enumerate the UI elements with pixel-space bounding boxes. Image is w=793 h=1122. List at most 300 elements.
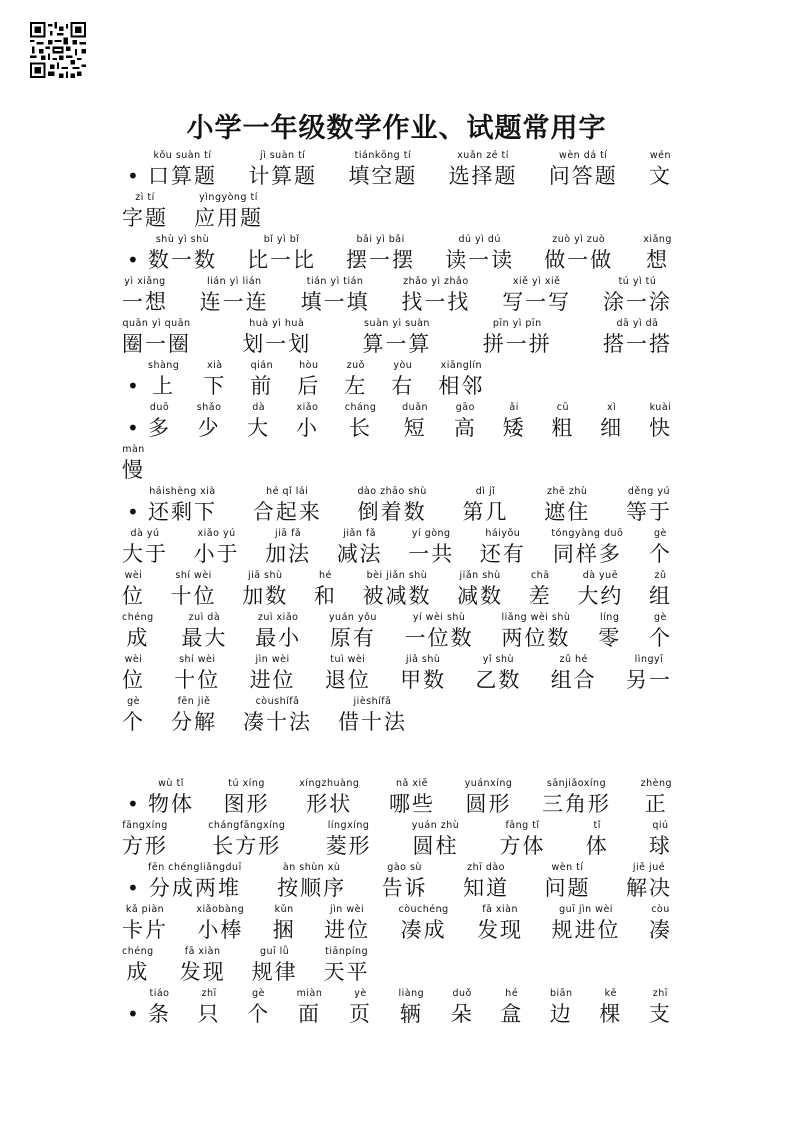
vocab-word: [391, 360, 414, 400]
pinyin-label: wèi: [124, 570, 143, 581]
pinyin-label: tiánkōng tí: [354, 150, 412, 161]
pinyin-label: liǎng wèi shù: [501, 612, 571, 623]
vocab-word: [598, 612, 621, 652]
pinyin-label: huà yì huà: [249, 318, 305, 329]
vocab-word: [122, 904, 168, 944]
vocab-word: [349, 988, 372, 1028]
vocab-word: [122, 612, 154, 652]
hanzi-text: 涂一涂: [602, 290, 672, 314]
hanzi-text: 写一写: [502, 290, 572, 314]
vocab-word: [345, 402, 377, 442]
pinyin-label: dà yú: [130, 528, 160, 539]
pinyin-label: zhī: [201, 988, 217, 999]
pinyin-label: jìn wèi: [330, 904, 365, 915]
vocab-word: [297, 988, 323, 1028]
hanzi-text: 面: [298, 1002, 322, 1026]
pinyin-label: líng: [600, 612, 620, 623]
vocab-word: [463, 862, 509, 902]
pinyin-label: tuì wèi: [330, 654, 366, 665]
hanzi-text: 组: [649, 584, 672, 608]
vocab-line: [122, 316, 672, 358]
pinyin-label: zhī: [652, 988, 668, 999]
hanzi-text: 圈一圈: [122, 332, 191, 356]
vocab-word: [148, 402, 171, 442]
hanzi-text: 分成两堆: [148, 876, 241, 900]
pinyin-label: wèn dá tí: [559, 150, 608, 161]
pinyin-label: yì xiǎng: [124, 276, 166, 287]
vocab-word: [148, 234, 217, 274]
vocab-word: [180, 946, 226, 986]
pinyin-label: miàn: [296, 988, 323, 999]
vocab-word: [389, 778, 435, 818]
pinyin-label: quān yì quān: [122, 318, 191, 329]
pinyin-label: jiǎn shù: [459, 570, 501, 581]
vocab-word: [412, 820, 460, 860]
hanzi-text: 文: [648, 164, 672, 188]
vocab-word: [399, 904, 449, 944]
vocab-word: [649, 820, 672, 860]
vocab-word: [449, 150, 518, 190]
vocab-word: [626, 486, 672, 526]
hanzi-text: 同样多: [552, 542, 622, 566]
hanzi-text: 问题: [544, 876, 591, 900]
vocab-word: [382, 862, 428, 902]
pinyin-label: dà: [252, 402, 266, 413]
hanzi-text: 搭一搭: [603, 332, 672, 356]
vocab-word: [649, 402, 672, 442]
hanzi-text: 个: [247, 1002, 271, 1026]
vocab-line: [122, 818, 672, 860]
vocab-line: [148, 400, 672, 442]
hanzi-text: 盒: [500, 1002, 524, 1026]
hanzi-text: 辆: [399, 1002, 423, 1026]
vocab-word: [550, 988, 573, 1028]
vocab-line: [122, 652, 672, 694]
pinyin-label: gè: [653, 528, 667, 539]
pinyin-label: qiú: [652, 820, 669, 831]
vocab-line: [122, 526, 672, 568]
vocab-word: [243, 696, 312, 736]
vocab-word: [247, 402, 270, 442]
vocab-line: [122, 610, 672, 652]
hanzi-text: 和: [313, 584, 337, 608]
pinyin-label: jiǎn fǎ: [343, 528, 377, 539]
hanzi-text: 倒着数: [357, 500, 427, 524]
hanzi-text: 比一比: [247, 248, 317, 272]
hanzi-text: 减数: [457, 584, 504, 608]
hanzi-text: 凑十法: [243, 710, 312, 734]
vocab-word: [501, 612, 570, 652]
pinyin-label: yí gòng: [411, 528, 451, 539]
hanzi-text: 支: [648, 1002, 672, 1026]
vocab-word: [400, 654, 446, 694]
pinyin-label: àn shùn xù: [282, 862, 341, 873]
hanzi-text: 条: [148, 1002, 171, 1026]
hanzi-text: 只: [197, 1002, 221, 1026]
hanzi-text: 连一连: [199, 290, 269, 314]
hanzi-text: 图形: [223, 792, 270, 816]
vocab-word: [171, 696, 217, 736]
hanzi-text: 乙数: [475, 668, 522, 692]
pinyin-label: dā yì dā: [616, 318, 659, 329]
vocab-word: [247, 234, 316, 274]
pinyin-label: tóngyàng duō: [551, 528, 624, 539]
bullet-marker: •: [127, 876, 139, 900]
pinyin-label: kǔn: [274, 904, 294, 915]
pinyin-label: shí wèi: [179, 654, 216, 665]
pinyin-label: chángfāngxíng: [208, 820, 286, 831]
vocab-word: [247, 988, 270, 1028]
pinyin-label: zhī dào: [467, 862, 505, 873]
hanzi-text: 等于: [625, 500, 672, 524]
vocab-word: [248, 150, 317, 190]
pinyin-label: gè: [252, 988, 266, 999]
pinyin-label: cháng: [344, 402, 377, 413]
vocab-word: [445, 234, 514, 274]
vocab-word: [122, 820, 168, 860]
pinyin-label: xiǎobàng: [196, 904, 245, 915]
pinyin-label: guī jìn wèi: [559, 904, 613, 915]
hanzi-text: 大约: [577, 584, 624, 608]
pinyin-label: qián: [250, 360, 274, 371]
vocab-word: [551, 654, 597, 694]
vocab-word: [337, 528, 383, 568]
pinyin-label: xià: [207, 360, 223, 371]
pinyin-label: dú yì dú: [458, 234, 501, 245]
pinyin-label: wù tǐ: [158, 778, 184, 789]
hanzi-text: 朵: [450, 1002, 474, 1026]
vocab-word: [148, 360, 179, 400]
pinyin-label: chéng: [122, 946, 154, 957]
hanzi-text: 位: [122, 584, 145, 608]
hanzi-text: 短: [403, 416, 427, 440]
hanzi-text: 问答题: [548, 164, 618, 188]
hanzi-text: 个: [648, 626, 672, 650]
pinyin-label: jìn wèi: [255, 654, 290, 665]
vocab-word: [402, 402, 428, 442]
hanzi-text: 下: [203, 374, 227, 398]
vocab-word: [408, 528, 454, 568]
vocab-word: [242, 318, 311, 358]
pinyin-label: duǎn: [402, 402, 429, 413]
vocab-word: [586, 820, 609, 860]
vocab-word: [544, 234, 613, 274]
vocab-word: [148, 150, 217, 190]
vocab-word: [344, 360, 367, 400]
hanzi-text: 一位数: [404, 626, 474, 650]
hanzi-text: 拼一拼: [482, 332, 552, 356]
hanzi-text: 少: [197, 416, 221, 440]
vocab-word: [122, 654, 145, 694]
pinyin-label: shù yì shù: [155, 234, 210, 245]
pinyin-label: shàng: [148, 360, 180, 371]
vocab-word: [122, 444, 145, 484]
vocab-line: [122, 274, 672, 316]
vocab-word: [194, 192, 263, 232]
vocab-word: [603, 318, 672, 358]
hanzi-text: 右: [391, 374, 415, 398]
hanzi-text: 最小: [255, 626, 302, 650]
hanzi-text: 应用题: [194, 206, 263, 230]
hanzi-text: 组合: [550, 668, 597, 692]
hanzi-text: 最大: [181, 626, 228, 650]
pinyin-label: zì tí: [135, 192, 155, 203]
hanzi-text: 读一读: [445, 248, 515, 272]
hanzi-text: 进位: [249, 668, 296, 692]
hanzi-text: 摆一摆: [346, 248, 416, 272]
hanzi-text: 两位数: [501, 626, 571, 650]
vocab-line: [148, 358, 672, 400]
vocab-word: [148, 862, 242, 902]
hanzi-text: 加数: [242, 584, 289, 608]
bullet-marker: •: [127, 416, 139, 440]
hanzi-text: 高: [453, 416, 477, 440]
hanzi-text: 加法: [265, 542, 312, 566]
vocab-word: [577, 570, 623, 610]
vocab-line: [148, 232, 672, 274]
vocab-word: [181, 612, 227, 652]
hanzi-text: 发现: [179, 960, 226, 984]
hanzi-text: 大于: [122, 542, 168, 566]
hanzi-text: 捆: [272, 918, 296, 942]
pinyin-label: tú xíng: [228, 778, 265, 789]
hanzi-text: 做一做: [544, 248, 614, 272]
vocab-word: [603, 276, 672, 316]
hanzi-text: 计算题: [248, 164, 318, 188]
hanzi-text: 卡片: [122, 918, 168, 942]
vocab-word: [348, 150, 417, 190]
vocab-word: [600, 402, 623, 442]
hanzi-text: 左: [344, 374, 368, 398]
hanzi-text: 遮住: [544, 500, 591, 524]
bullet-marker: •: [127, 500, 139, 524]
vocab-word: [477, 904, 523, 944]
hanzi-text: 告诉: [381, 876, 428, 900]
hanzi-text: 天平: [323, 960, 370, 984]
hanzi-text: 还剩下: [148, 500, 217, 524]
hanzi-text: 正: [644, 792, 668, 816]
hanzi-text: 凑成: [400, 918, 447, 942]
hanzi-text: 球: [648, 834, 672, 858]
pinyin-label: zǔ: [654, 570, 667, 581]
vocab-word: [626, 862, 672, 902]
pinyin-label: cū: [556, 402, 570, 413]
hanzi-text: 解决: [625, 876, 672, 900]
pinyin-label: gāo: [455, 402, 475, 413]
hanzi-text: 体: [585, 834, 609, 858]
pinyin-label: bǐ yì bǐ: [263, 234, 300, 245]
hanzi-text: 三角形: [542, 792, 611, 816]
pinyin-label: wèn tí: [551, 862, 584, 873]
pinyin-label: suàn yì suàn: [364, 318, 430, 329]
pinyin-label: dà yuē: [582, 570, 619, 581]
vocab-word: [451, 988, 474, 1028]
hanzi-text: 分解: [171, 710, 217, 734]
vocab-word: [122, 570, 145, 610]
vocab-word: [250, 654, 296, 694]
vocab-word: [197, 402, 222, 442]
vocab-word: [250, 360, 273, 400]
pinyin-label: kǎ piàn: [125, 904, 165, 915]
hanzi-text: 慢: [122, 458, 145, 482]
pinyin-label: zhǎo yì zhǎo: [403, 276, 469, 287]
vocab-word: [171, 570, 217, 610]
vocab-word: [454, 402, 477, 442]
pinyin-label: tú yì tú: [618, 276, 657, 287]
pinyin-label: zuì xiǎo: [257, 612, 299, 623]
hanzi-text: 物体: [148, 792, 194, 816]
pinyin-label: yìngyòng tí: [199, 192, 258, 203]
vocab-word: [194, 528, 240, 568]
vocab-word: [551, 528, 623, 568]
vocab-word: [325, 654, 371, 694]
pinyin-label: zhē zhù: [547, 486, 588, 497]
vocab-line: [148, 986, 672, 1028]
vocab-word: [148, 988, 171, 1028]
vocab-line: [122, 190, 672, 232]
vocab-word: [203, 360, 226, 400]
pinyin-label: jièshífǎ: [353, 696, 392, 707]
vocab-word: [475, 654, 521, 694]
pinyin-label: kē: [604, 988, 617, 999]
hanzi-text: 按顺序: [277, 876, 347, 900]
hanzi-text: 菱形: [325, 834, 372, 858]
hanzi-text: 规律: [251, 960, 298, 984]
hanzi-text: 大: [247, 416, 271, 440]
pinyin-label: xíngzhuàng: [299, 778, 360, 789]
vocab-word: [649, 612, 672, 652]
pinyin-label: chéng: [122, 612, 154, 623]
hanzi-text: 后: [297, 374, 321, 398]
pinyin-label: duǒ: [452, 988, 472, 999]
vocab-word: [297, 360, 320, 400]
pinyin-label: gè: [127, 696, 140, 707]
vocab-word: [649, 528, 672, 568]
pinyin-label: nǎ xiē: [396, 778, 428, 789]
hanzi-text: 前: [250, 374, 274, 398]
hanzi-text: 一想: [122, 290, 168, 314]
pinyin-label: zuò yì zuò: [552, 234, 606, 245]
hanzi-text: 算一算: [362, 332, 432, 356]
pinyin-label: jiā fǎ: [274, 528, 302, 539]
pinyin-label: kuài: [649, 402, 672, 413]
vocab-word: [463, 486, 509, 526]
bullet-marker: •: [127, 164, 139, 188]
hanzi-text: 字题: [122, 206, 168, 230]
pinyin-label: yí wèi shù: [412, 612, 466, 623]
pinyin-label: děng yú: [627, 486, 670, 497]
pinyin-label: yuán yǒu: [328, 612, 377, 623]
pinyin-label: shí wèi: [175, 570, 212, 581]
vocab-word: [641, 778, 672, 818]
pinyin-label: fā xiàn: [482, 904, 519, 915]
pinyin-label: zǔ hé: [559, 654, 588, 665]
vocab-word: [224, 778, 270, 818]
hanzi-text: 上: [152, 374, 176, 398]
hanzi-text: 小于: [193, 542, 240, 566]
pinyin-label: xiǎo yú: [197, 528, 236, 539]
hanzi-text: 填空题: [348, 164, 418, 188]
vocab-word: [273, 904, 296, 944]
hanzi-text: 填一填: [300, 290, 370, 314]
vocab-word: [357, 486, 426, 526]
hanzi-text: 方形: [122, 834, 168, 858]
pinyin-label: sānjiǎoxíng: [546, 778, 607, 789]
vocab-word: [242, 570, 288, 610]
hanzi-text: 小棒: [197, 918, 244, 942]
hanzi-text: 找一找: [401, 290, 471, 314]
vocab-word: [122, 946, 154, 986]
hanzi-text: 另一: [625, 668, 672, 692]
vocab-word: [438, 360, 484, 400]
hanzi-text: 相邻: [438, 374, 485, 398]
pinyin-label: zhèng: [640, 778, 672, 789]
vocab-word: [542, 778, 611, 818]
pinyin-label: dì jǐ: [475, 486, 496, 497]
vocab-word: [626, 654, 672, 694]
vocab-word: [329, 612, 377, 652]
vocab-word: [552, 904, 621, 944]
pinyin-label: còuchéng: [398, 904, 449, 915]
vocab-word: [549, 150, 618, 190]
pinyin-label: biān: [550, 988, 573, 999]
vocab-line: [148, 148, 672, 190]
hanzi-text: 矮: [502, 416, 526, 440]
vocab-word: [401, 276, 470, 316]
vocab-word: [174, 654, 220, 694]
hanzi-text: 发现: [477, 918, 524, 942]
hanzi-text: 还有: [479, 542, 526, 566]
vocab-word: [457, 570, 503, 610]
hanzi-text: 十位: [174, 668, 221, 692]
hanzi-text: 选择题: [448, 164, 518, 188]
bullet-marker: •: [127, 248, 139, 272]
hanzi-text: 形状: [306, 792, 353, 816]
hanzi-text: 十位: [170, 584, 217, 608]
vocab-word: [122, 696, 145, 736]
vocab-word: [649, 988, 672, 1028]
hanzi-text: 减法: [336, 542, 383, 566]
hanzi-text: 退位: [324, 668, 371, 692]
hanzi-text: 借十法: [338, 710, 407, 734]
pinyin-label: fā xiàn: [184, 946, 221, 957]
pinyin-label: zuì dà: [188, 612, 221, 623]
hanzi-text: 零: [598, 626, 622, 650]
hanzi-text: 差: [528, 584, 552, 608]
vocab-word: [545, 862, 591, 902]
hanzi-text: 口算题: [148, 164, 217, 188]
bullet-marker: •: [127, 374, 139, 398]
vocab-line: [122, 694, 672, 736]
hanzi-text: 粗: [551, 416, 575, 440]
pinyin-label: xiǎo: [296, 402, 319, 413]
pinyin-label: yè: [354, 988, 367, 999]
hanzi-text: 快: [648, 416, 672, 440]
vocab-line: [122, 902, 672, 944]
pinyin-label: jiǎ shù: [405, 654, 441, 665]
vocab-word: [122, 528, 168, 568]
vocab-line: [122, 568, 672, 610]
vocab-word: [649, 904, 672, 944]
vocab-word: [649, 150, 672, 190]
vocab-word: [253, 486, 322, 526]
vocab-word: [198, 988, 221, 1028]
page-title: 小学一年级数学作业、试题常用字: [186, 113, 607, 144]
pinyin-label: liàng: [398, 988, 425, 999]
vocab-word: [346, 234, 415, 274]
vocab-word: [208, 820, 285, 860]
pinyin-label: tiānpíng: [325, 946, 369, 957]
